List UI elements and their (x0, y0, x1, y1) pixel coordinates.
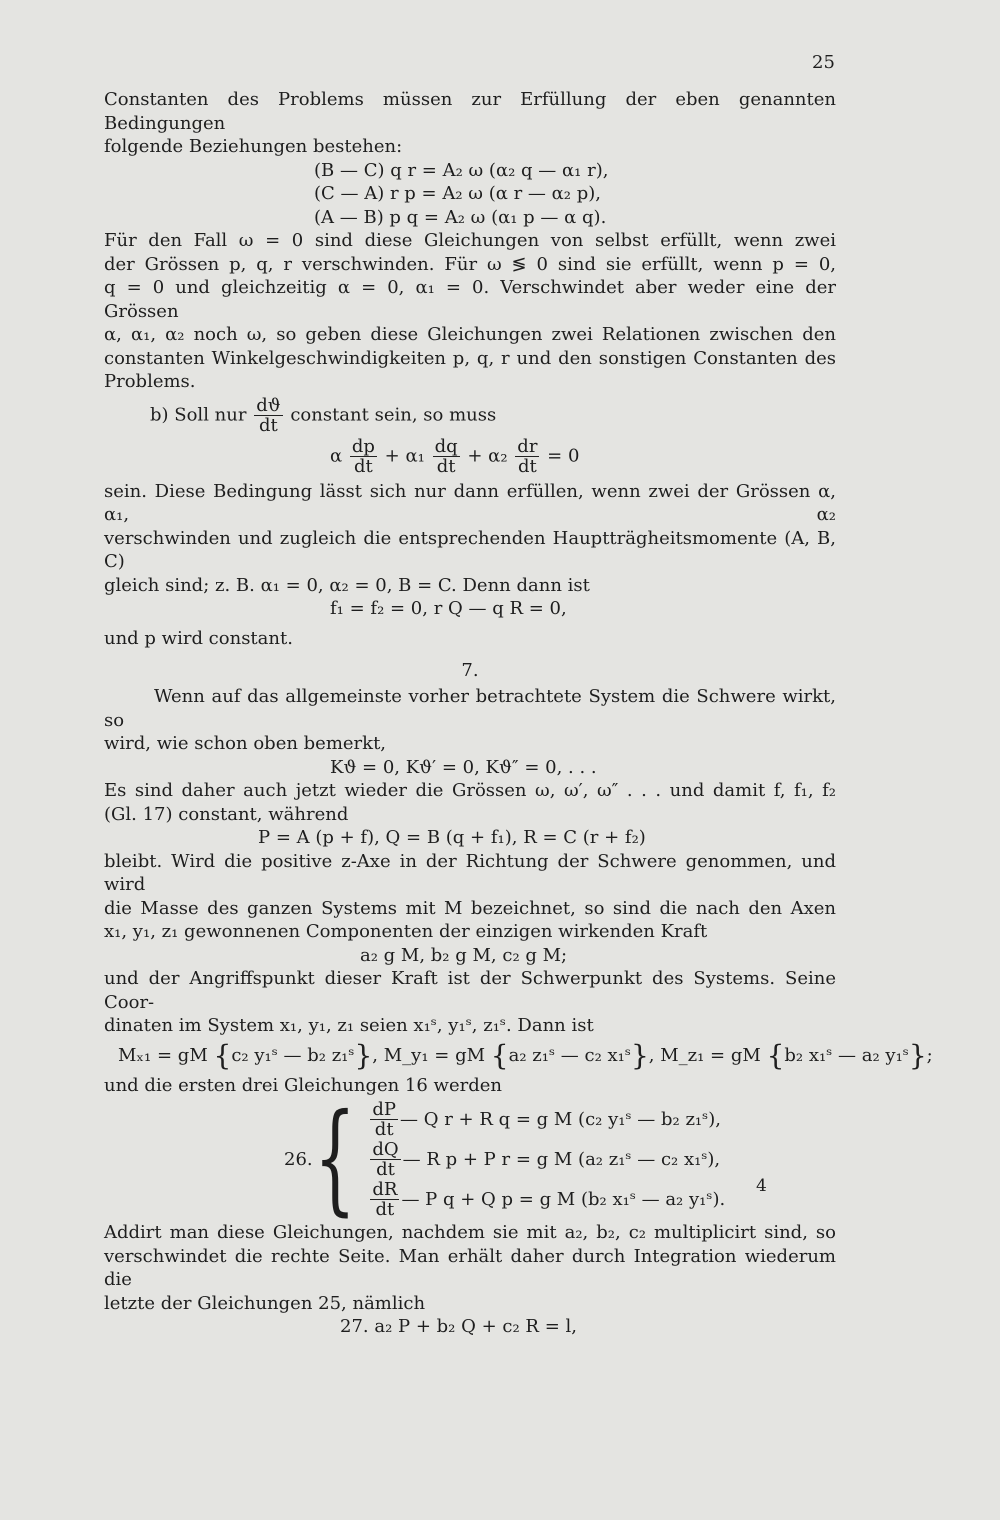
equation-system (284, 1089, 836, 1228)
numerator: dr (517, 435, 538, 457)
denominator: dt (374, 1118, 394, 1140)
math-term: + α₂ (467, 445, 508, 466)
math-term: Mₓ₁ = gM (118, 1044, 208, 1066)
text-line: Constanten des Problems müssen zur Erfüllung der eben genannten Bedingungen (104, 89, 836, 134)
numerator: dq (434, 435, 458, 457)
text-line: der Grössen p, q, r verschwinden. Für ω ≶ 0 sind sie erfüllt, wenn p = 0, (104, 253, 836, 275)
text-line: letzte der Gleichungen 25, nämlich (104, 1292, 426, 1314)
equation: a₂ g M, b₂ g M, c₂ g M; (360, 944, 568, 966)
math-term: — P q + Q p = g M (b₂ x₁ˢ — a₂ y₁ˢ). (401, 1188, 726, 1210)
text-line: und der Angriffspunkt dieser Kraft ist der Schwerpunkt des Systems. Seine Coor- (104, 968, 836, 1013)
brace-close: } (630, 1038, 649, 1072)
math-term: α (330, 445, 343, 466)
text-line: x₁, y₁, z₁ gewonnenen Componenten der einzigen wirkenden Kraft (104, 921, 708, 942)
text-line: folgende Beziehungen bestehen: (104, 136, 403, 157)
text-line: α, α₁, α₂ noch ω, so geben diese Gleichungen zwei Relationen zwischen den (104, 324, 836, 345)
equation: P = A (p + f), Q = B (q + f₁), R = C (r + f₂) (258, 827, 646, 848)
system-row (368, 1139, 725, 1179)
equation (104, 1038, 933, 1072)
numerator: dϑ (256, 394, 281, 416)
denominator: dt (517, 455, 537, 477)
equation (104, 396, 836, 435)
brace-open: { (213, 1038, 232, 1072)
denominator: dt (259, 414, 278, 436)
page-number: 25 (812, 52, 835, 73)
math-term: + α₁ (384, 445, 425, 466)
fraction (370, 1140, 400, 1179)
denominator: dt (354, 455, 373, 477)
system-row (368, 1099, 725, 1139)
denominator: dt (376, 1158, 395, 1180)
fraction (515, 437, 539, 476)
text-line: dinaten im System x₁, y₁, z₁ seien x₁ˢ, y₁ˢ, z₁ˢ. Dann ist (104, 1015, 594, 1036)
fraction (433, 437, 460, 476)
text-line: verschwinden und zugleich die entsprechenden Hauptträgheitsmomente (A, B, C) (104, 527, 836, 572)
fraction (370, 1180, 399, 1219)
text-line: wird, wie schon oben bemerkt, (104, 733, 387, 754)
math-term: ; (926, 1044, 933, 1066)
math-term: a₂ z₁ˢ — c₂ x₁ˢ (508, 1044, 631, 1066)
numerator: dQ (372, 1138, 399, 1160)
math-term: , M_z₁ = gM (648, 1044, 761, 1066)
equation: (A — B) p q = A₂ ω (α₁ p — α q). (314, 206, 607, 228)
numerator: dR (372, 1178, 398, 1200)
text-line: gleich sind; z. B. α₁ = 0, α₂ = 0, B = C. Denn dann ist (104, 574, 590, 596)
fraction (350, 437, 377, 476)
text-line: Es sind daher auch jetzt wieder die Grössen ω, ω′, ω″ . . . und damit f, f₁, f₂ (104, 780, 836, 801)
equation: 27. a₂ P + b₂ Q + c₂ R = l, (340, 1316, 577, 1337)
text-line: die Masse des ganzen Systems mit M bezeichnet, so sind die nach den Axen (104, 897, 836, 919)
math-term: — R p + P r = g M (a₂ z₁ˢ — c₂ x₁ˢ), (402, 1148, 721, 1170)
numerator: dP (372, 1098, 396, 1120)
equation: f₁ = f₂ = 0, r Q — q R = 0, (330, 598, 567, 619)
brace-close: } (908, 1038, 927, 1072)
equation: (B — C) q r = A₂ ω (α₂ q — α₁ r), (314, 159, 609, 181)
equation (104, 437, 836, 476)
text-line: und die ersten drei Gleichungen 16 werden (104, 1074, 502, 1096)
fraction (370, 1100, 398, 1139)
equation: Kϑ = 0, Kϑ′ = 0, Kϑ″ = 0, . . . (330, 756, 597, 778)
system-rows (368, 1099, 725, 1219)
denominator: dt (436, 455, 456, 477)
system-brace: { (314, 1089, 356, 1228)
text-line: (Gl. 17) constant, während (104, 803, 349, 825)
fraction (254, 396, 282, 435)
math-term: b₂ x₁ˢ — a₂ y₁ˢ (784, 1044, 909, 1066)
math-term: c₂ y₁ˢ — b₂ z₁ˢ (231, 1044, 355, 1066)
equation: (C — A) r p = A₂ ω (α r — α₂ p), (314, 183, 601, 204)
signature-mark: 4 (756, 1176, 767, 1196)
text-line: verschwindet die rechte Seite. Man erhält daher durch Integration wiederum die (104, 1245, 836, 1290)
text-line: Für den Fall ω = 0 sind diese Gleichungen von selbst erfüllt, wenn zwei (104, 230, 836, 251)
brace-close: } (354, 1038, 373, 1072)
numerator: dp (351, 435, 375, 457)
brace-open: { (490, 1038, 509, 1072)
equation-number: 26. (284, 1148, 313, 1170)
page-body (104, 88, 933, 1339)
text-fragment: b) Soll nur (150, 404, 247, 425)
denominator: dt (375, 1198, 395, 1220)
text-line: constanten Winkelgeschwindigkeiten p, q, r und den sonstigen Constanten des (104, 347, 836, 369)
text-fragment: constant sein, so muss (290, 404, 497, 425)
math-term: , M_y₁ = gM (372, 1044, 486, 1066)
text-line: Addirt man diese Gleichungen, nachdem sie mit a₂, b₂, c₂ multiplicirt sind, so (104, 1222, 836, 1243)
text-line: sein. Diese Bedingung lässt sich nur dann erfüllen, wenn zwei der Grössen α, α₁, α₂ (104, 480, 836, 525)
system-row (368, 1179, 725, 1219)
text-line: Problems. (104, 371, 196, 392)
text-line: Wenn auf das allgemeinste vorher betrachtete System die Schwere wirkt, so (104, 686, 836, 731)
text-line: und p wird constant. (104, 627, 293, 649)
math-term: — Q r + R q = g M (c₂ y₁ˢ — b₂ z₁ˢ), (400, 1108, 721, 1130)
text-line: q = 0 und gleichzeitig α = 0, α₁ = 0. Verschwindet aber weder eine der Grössen (104, 277, 836, 322)
brace-open: { (766, 1038, 785, 1072)
math-term: = 0 (547, 445, 580, 466)
text-line: bleibt. Wird die positive z-Axe in der Richtung der Schwere genommen, und wird (104, 850, 836, 895)
section-heading: 7. (461, 660, 479, 681)
